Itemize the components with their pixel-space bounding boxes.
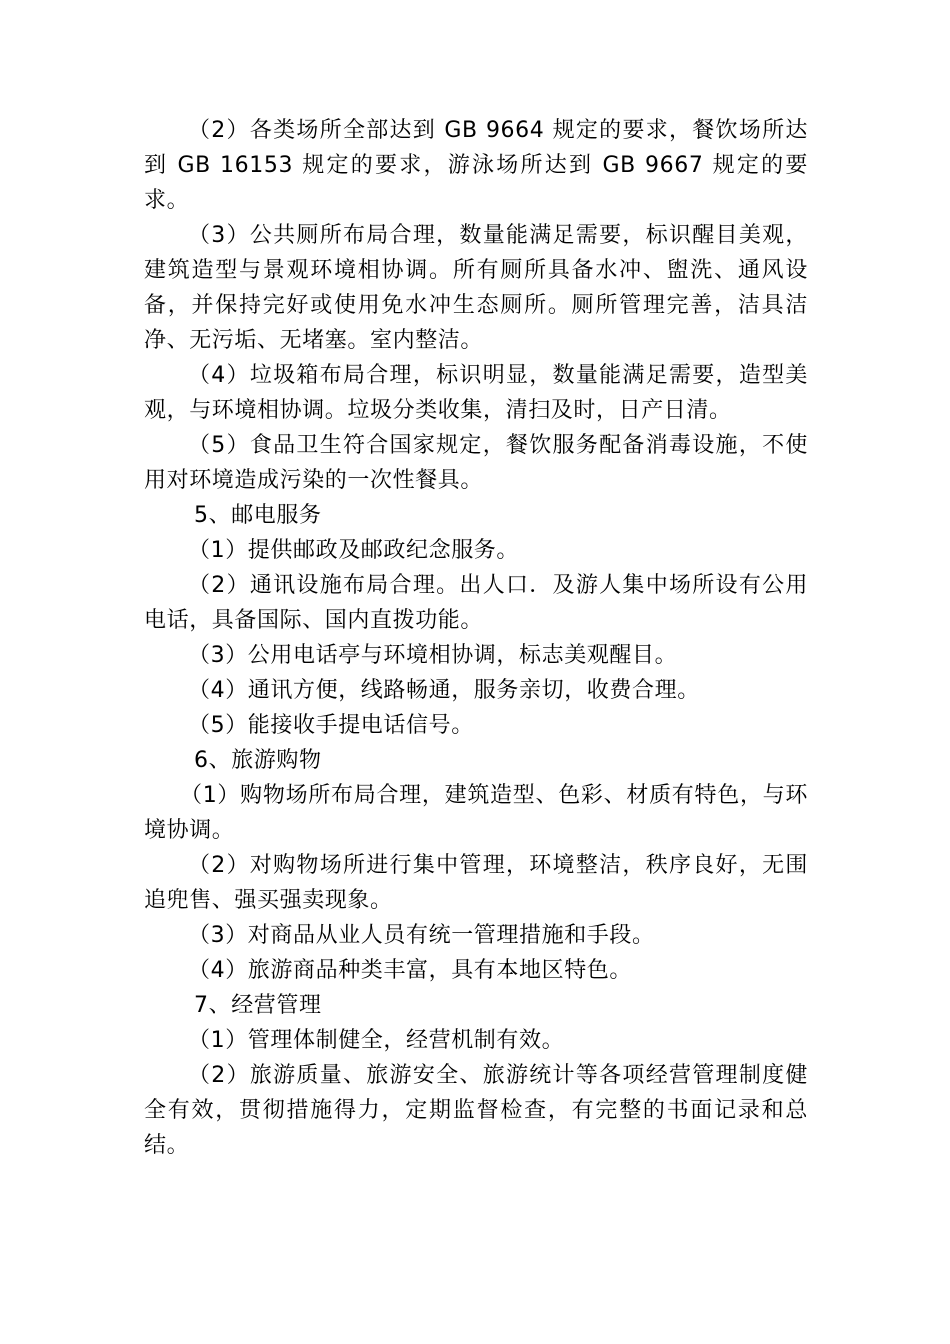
section-heading-postal-services: 5、邮电服务 xyxy=(194,503,322,528)
paragraph-sanitation-standards: （2）各类场所全部达到 GB 9664 规定的要求，餐饮场所达到 GB 16153 规定的要求，游泳场所达到 GB 9667 规定的要求。 xyxy=(144,118,808,213)
document-body xyxy=(144,113,808,1163)
paragraph-shopping-2: （2）对购物场所进行集中管理，环境整洁，秩序良好，无围追兜售、强买强卖现象。 xyxy=(144,853,808,913)
paragraph-postal-3: （3）公用电话亭与环境相协调，标志美观醒目。 xyxy=(188,643,678,668)
paragraph-postal-2: （2）通讯设施布局合理。出人口．及游人集中场所设有公用电话，具备国际、国内直拨功能。 xyxy=(144,573,808,633)
paragraph-postal-5: （5）能接收手提电话信号。 xyxy=(188,713,474,738)
paragraph-shopping-1: （1）购物场所布局合理，建筑造型、色彩、材质有特色，与环境协调。 xyxy=(144,783,808,843)
paragraph-shopping-4: （4）旅游商品种类丰富，具有本地区特色。 xyxy=(188,958,632,983)
paragraph-management-1: （1）管理体制健全，经营机制有效。 xyxy=(188,1028,565,1053)
section-heading-shopping: 6、旅游购物 xyxy=(194,748,322,773)
paragraph-management-2: （2）旅游质量、旅游安全、旅游统计等各项经营管理制度健全有效，贯彻措施得力，定期监督检查，有完整的书面记录和总结。 xyxy=(144,1063,808,1158)
paragraph-food-hygiene: （5）食品卫生符合国家规定，餐饮服务配备消毒设施，不使用对环境造成污染的一次性餐具。 xyxy=(144,433,808,493)
paragraph-trash-bins: （4）垃圾箱布局合理，标识明显，数量能满足需要，造型美观，与环境相协调。垃圾分类收集，清扫及时，日产日清。 xyxy=(144,363,808,423)
paragraph-postal-1: （1）提供邮政及邮政纪念服务。 xyxy=(188,538,519,563)
paragraph-postal-4: （4）通讯方便，线路畅通，服务亲切，收费合理。 xyxy=(188,678,700,703)
paragraph-shopping-3: （3）对商品从业人员有统一管理措施和手段。 xyxy=(188,923,655,948)
paragraph-public-toilets: （3）公共厕所布局合理，数量能满足需要，标识醒目美观，建筑造型与景观环境相协调。所有厕所具备水冲、盥洗、通风设备，并保持完好或使用免水冲生态厕所。厕所管理完善，洁具洁净、无污垢、无堵塞。室内整洁。 xyxy=(144,223,808,353)
section-heading-management: 7、经营管理 xyxy=(194,993,322,1018)
